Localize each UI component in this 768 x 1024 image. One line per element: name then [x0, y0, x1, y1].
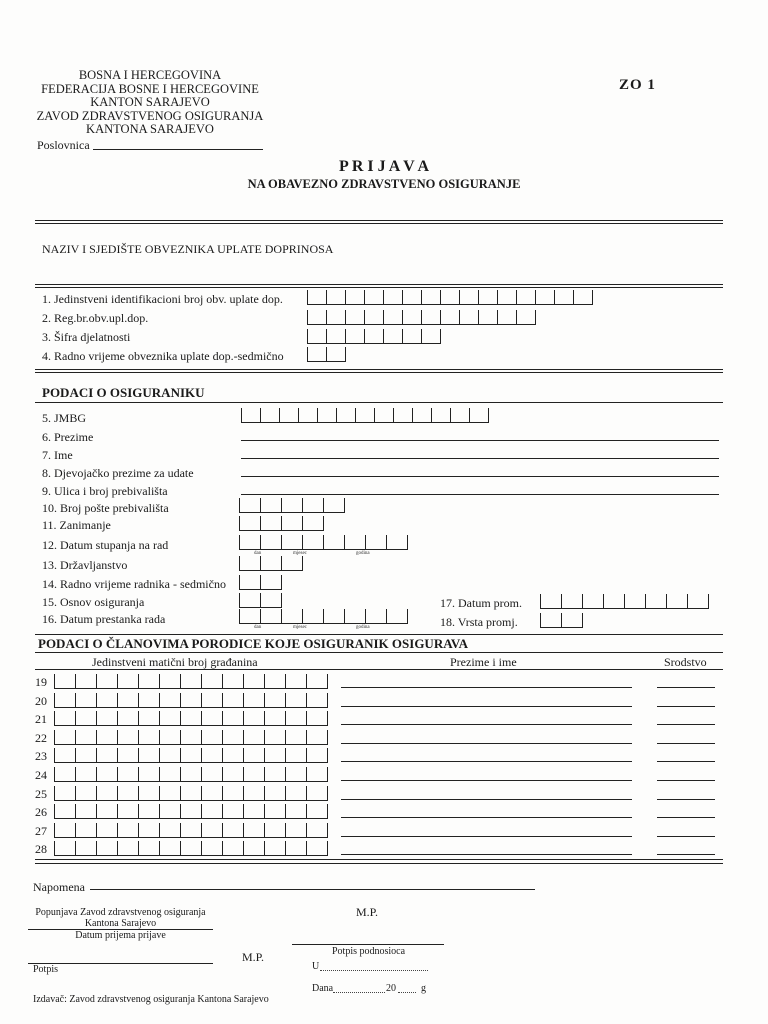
field-13-label: 13. Državljanstvo — [42, 558, 128, 572]
row-name-field[interactable] — [341, 817, 632, 818]
popunjava-line-1: Popunjava Zavod zdravstvenog osiguranja — [35, 907, 206, 918]
divider — [35, 634, 723, 635]
year-label: 20 — [386, 983, 396, 994]
row-relation-field[interactable] — [657, 724, 715, 725]
col-rel-header: Srodstvo — [664, 655, 707, 669]
ime-field[interactable] — [241, 458, 719, 459]
row-number: 27 — [35, 823, 47, 838]
row-jmbg-boxes[interactable] — [54, 804, 328, 819]
djevojacko-field[interactable] — [241, 476, 719, 477]
row-relation-field[interactable] — [657, 836, 715, 837]
row-number: 26 — [35, 805, 47, 820]
day-sublabel: dan — [254, 625, 262, 630]
field-2-boxes[interactable] — [307, 310, 536, 325]
row-number: 25 — [35, 786, 47, 801]
zanimanje-boxes[interactable] — [239, 516, 324, 531]
row-relation-field[interactable] — [657, 817, 715, 818]
row-jmbg-boxes[interactable] — [54, 730, 328, 745]
field-15-label: 15. Osnov osiguranja — [42, 595, 145, 609]
row-name-field[interactable] — [341, 854, 632, 855]
row-relation-field[interactable] — [657, 854, 715, 855]
field-11-label: 11. Zanimanje — [42, 518, 111, 532]
row-jmbg-boxes[interactable] — [54, 841, 328, 856]
divider — [35, 669, 723, 670]
divider — [35, 284, 723, 285]
month-sublabel: mjesec — [293, 625, 307, 630]
divider — [35, 652, 723, 653]
month-sublabel: mjesec — [293, 551, 307, 556]
datum-prijema-label: Datum prijema prijave — [75, 930, 166, 941]
osiguranik-heading: PODACI O OSIGURANIKU — [42, 385, 205, 400]
divider — [35, 220, 723, 221]
popunjava-line-2: Kantona Sarajevo — [84, 918, 157, 929]
header-line-1: BOSNA I HERCEGOVINA — [78, 68, 222, 82]
row-number: 20 — [35, 693, 47, 708]
datum-prom-boxes[interactable] — [540, 594, 709, 609]
divider — [35, 369, 723, 370]
row-name-field[interactable] — [341, 799, 632, 800]
izdavac-text: Izdavač: Zavod zdravstvenog osiguranja Kantona Sarajevo — [33, 994, 269, 1005]
form-subtitle: NA OBAVEZNO ZDRAVSTVENO OSIGURANJE — [247, 177, 521, 191]
porodica-heading: PODACI O ČLANOVIMA PORODICE KOJE OSIGURANIK OSIGURAVA — [38, 636, 469, 651]
col-name-header: Prezime i ime — [450, 655, 517, 669]
datum-prestanka-boxes[interactable] — [239, 609, 408, 624]
divider — [35, 287, 723, 288]
jmbg-boxes[interactable] — [241, 408, 489, 423]
g-label: g — [421, 983, 426, 994]
poslovnica-field[interactable] — [93, 149, 263, 150]
row-relation-field[interactable] — [657, 743, 715, 744]
row-relation-field[interactable] — [657, 687, 715, 688]
field-12-label: 12. Datum stupanja na rad — [42, 538, 169, 552]
field-7-label: 7. Ime — [42, 448, 73, 462]
potpis-podnosioca-label: Potpis podnosioca — [332, 946, 406, 957]
field-3-label: 3. Šifra djelatnosti — [42, 330, 131, 344]
row-number: 28 — [35, 842, 47, 857]
field-6-label: 6. Prezime — [42, 430, 94, 444]
potpis-label: Potpis — [33, 964, 59, 975]
form-code: ZO 1 — [619, 77, 656, 93]
field-4-boxes[interactable] — [307, 347, 346, 362]
row-name-field[interactable] — [341, 687, 632, 688]
row-number: 21 — [35, 712, 47, 727]
row-name-field[interactable] — [341, 780, 632, 781]
field-16-label: 16. Datum prestanka rada — [42, 612, 166, 626]
header-line-4: ZAVOD ZDRAVSTVENOG OSIGURANJA — [36, 108, 264, 123]
divider — [35, 372, 723, 373]
field-10-label: 10. Broj pošte prebivališta — [42, 501, 169, 515]
napomena-label: Napomena — [33, 880, 85, 894]
year-field[interactable] — [398, 992, 416, 993]
divider — [35, 863, 723, 864]
row-name-field[interactable] — [341, 761, 632, 762]
divider — [35, 402, 723, 403]
poslovnica-label: Poslovnica — [37, 138, 90, 152]
row-relation-field[interactable] — [657, 706, 715, 707]
divider — [35, 859, 723, 860]
divider — [35, 223, 723, 224]
row-jmbg-boxes[interactable] — [54, 711, 328, 726]
row-number: 23 — [35, 749, 47, 764]
drzavljanstvo-boxes[interactable] — [239, 556, 303, 571]
col-jmbg-header: Jedinstveni matični broj građanina — [92, 655, 258, 669]
field-14-label: 14. Radno vrijeme radnika - sedmično — [42, 577, 226, 591]
dana-label: Dana — [312, 983, 334, 994]
row-relation-field[interactable] — [657, 799, 715, 800]
u-label: U — [312, 961, 320, 972]
row-jmbg-boxes[interactable] — [54, 674, 328, 689]
field-9-label: 9. Ulica i broj prebivališta — [42, 484, 168, 498]
row-jmbg-boxes[interactable] — [54, 748, 328, 763]
napomena-field[interactable] — [90, 889, 535, 890]
form-title: P R I J A V A — [338, 158, 430, 175]
row-relation-field[interactable] — [657, 780, 715, 781]
field-8-label: 8. Djevojačko prezime za udate — [42, 466, 194, 480]
field-1-label: 1. Jedinstveni identifikacioni broj obv. uplate dop. — [42, 292, 283, 306]
field-5-label: 5. JMBG — [42, 411, 87, 425]
potpis-podnosioca-field[interactable] — [292, 944, 444, 945]
radno-vrijeme-boxes[interactable] — [239, 575, 282, 590]
row-number: 22 — [35, 730, 47, 745]
u-field[interactable] — [320, 970, 428, 971]
row-jmbg-boxes[interactable] — [54, 693, 328, 708]
header-line-3: KANTON SARAJEVO — [90, 95, 210, 109]
osnov-boxes[interactable] — [239, 593, 282, 608]
field-17-label: 17. Datum prom. — [440, 596, 522, 610]
row-name-field[interactable] — [341, 706, 632, 707]
field-2-label: 2. Reg.br.obv.upl.dop. — [42, 311, 149, 325]
stamp-mp-1: M.P. — [356, 905, 379, 919]
field-18-label: 18. Vrsta promj. — [440, 615, 518, 629]
row-relation-field[interactable] — [657, 761, 715, 762]
field-1-boxes[interactable] — [307, 290, 593, 305]
day-sublabel: dan — [254, 551, 262, 556]
prezime-field[interactable] — [241, 440, 719, 441]
row-jmbg-boxes[interactable] — [54, 823, 328, 838]
stamp-mp-2: M.P. — [242, 950, 265, 964]
obveznik-heading: NAZIV I SJEDIŠTE OBVEZNIKA UPLATE DOPRINOSA — [42, 242, 334, 256]
row-name-field[interactable] — [341, 743, 632, 744]
ulica-field[interactable] — [241, 494, 719, 495]
dana-field[interactable] — [333, 992, 385, 993]
header-line-2: FEDERACIJA BOSNE I HERCEGOVINE — [41, 81, 259, 96]
datum-stupanja-boxes[interactable] — [239, 535, 408, 550]
vrsta-promj-boxes[interactable] — [540, 613, 583, 628]
header-line-5: KANTONA SARAJEVO — [86, 122, 214, 136]
row-jmbg-boxes[interactable] — [54, 786, 328, 801]
row-number: 19 — [35, 675, 47, 689]
year-sublabel: godina — [356, 625, 370, 630]
row-jmbg-boxes[interactable] — [54, 767, 328, 782]
row-number: 24 — [35, 768, 47, 782]
field-3-boxes[interactable] — [307, 329, 441, 344]
institution-header — [35, 69, 265, 137]
posta-boxes[interactable] — [239, 498, 345, 513]
field-4-label: 4. Radno vrijeme obveznika uplate dop.-sedmično — [42, 349, 284, 363]
row-name-field[interactable] — [341, 836, 632, 837]
row-name-field[interactable] — [341, 724, 632, 725]
year-sublabel: godina — [356, 551, 370, 556]
